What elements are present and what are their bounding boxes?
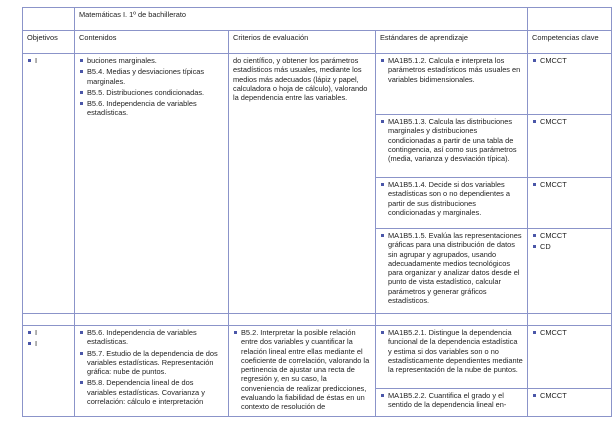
estandar-cell xyxy=(376,54,528,115)
column-header-objetivos: Objetivos xyxy=(23,31,75,54)
criterios-cell xyxy=(229,326,376,417)
column-header-estandares: Estándares de aprendizaje xyxy=(376,31,528,54)
table-row xyxy=(23,54,612,115)
criterio-item: B5.2. Interpretar la posible relación entre dos variables y cuantificar la relación lineal entre ellas mediante el coeficiente de correlación, valorando la pertinencia de ajustar una recta de regresión y, en su caso, la conveniencia de realizar predicciones, evaluando la fiabilidad de éstas en un contexto de resolución de xyxy=(233,328,371,412)
competencias-cell xyxy=(528,326,612,389)
column-header-competencias: Competencias clave xyxy=(528,31,612,54)
column-header-criterios: Criterios de evaluación xyxy=(229,31,376,54)
competencias-cell xyxy=(528,178,612,229)
competencias-cell xyxy=(528,229,612,314)
estandar-cell xyxy=(376,178,528,229)
estandar-item: MA1B5.2.1. Distingue la dependencia funcional de la dependencia estadística y estima si dos variables son o no estadísticamente dependientes mediante la representación de la nube de puntos. xyxy=(380,328,523,374)
estandar-cell xyxy=(376,115,528,178)
competencia-item: CMCCT xyxy=(532,391,607,400)
header-blank-cell xyxy=(23,8,75,31)
estandar-item: MA1B5.1.2. Calcula e interpreta los parámetros estadísticos más usuales en variables bidimensionales. xyxy=(380,56,523,84)
contenido-item: B5.6. Independencia de variables estadísticas. xyxy=(79,328,224,347)
column-header-contenidos: Contenidos xyxy=(75,31,229,54)
competencia-item: CMCCT xyxy=(532,180,607,189)
estandar-item: MA1B5.2.2. Cuantifica el grado y el sentido de la dependencia lineal en- xyxy=(380,391,523,410)
contenidos-cell xyxy=(75,326,229,417)
objetivos-cell xyxy=(23,54,75,314)
block-separator xyxy=(23,314,612,326)
objetivo-item: I xyxy=(27,339,70,348)
header-blank-cell xyxy=(528,8,612,31)
competencia-item: CMCCT xyxy=(532,328,607,337)
criterios-cell: do científico, y obtener los parámetros estadísticos más usuales, mediante los medios más adecuados (lápiz y papel, calculadora o hoja de cálculo), valorando la dependencia entre las variables. xyxy=(229,54,376,314)
curriculum-table xyxy=(22,7,612,417)
competencia-item: CMCCT xyxy=(532,56,607,65)
competencias-cell xyxy=(528,54,612,115)
objetivo-item: I xyxy=(27,56,70,65)
objetivo-item: I xyxy=(27,328,70,337)
table-row xyxy=(23,326,612,389)
competencias-cell xyxy=(528,389,612,417)
contenido-item: B5.6. Independencia de variables estadísticas. xyxy=(79,99,224,118)
contenido-item: B5.7. Estudio de la dependencia de dos variables estadísticas. Representación gráfica: nube de puntos. xyxy=(79,349,224,377)
objetivos-cell xyxy=(23,326,75,417)
contenido-item: B5.4. Medias y desviaciones típicas marginales. xyxy=(79,67,224,86)
estandar-cell xyxy=(376,229,528,314)
table-title: Matemáticas I. 1º de bachillerato xyxy=(75,8,528,31)
contenido-item: B5.5. Distribuciones condicionadas. xyxy=(79,88,224,97)
estandar-item: MA1B5.1.3. Calcula las distribuciones marginales y distribuciones condicionadas a partir de una tabla de contingencia, así como sus parámetros (media, varianza y desviación típica). xyxy=(380,117,523,163)
estandar-cell xyxy=(376,326,528,389)
competencia-item: CMCCT xyxy=(532,231,607,240)
competencia-item: CD xyxy=(532,242,607,251)
contenidos-cell xyxy=(75,54,229,314)
contenido-item: buciones marginales. xyxy=(79,56,224,65)
competencias-cell xyxy=(528,115,612,178)
estandar-cell xyxy=(376,389,528,417)
contenido-item: B5.8. Dependencia lineal de dos variables estadísticas. Covarianza y correlación: cálculo e interpretación xyxy=(79,378,224,406)
competencia-item: CMCCT xyxy=(532,117,607,126)
estandar-item: MA1B5.1.5. Evalúa las representaciones gráficas para una distribución de datos sin agrupar y agrupados, usando adecuadamente medios tecnológicos para organizar y analizar datos desde el punto de vista estadístico, calcular parámetros y generar gráficos estadísticos. xyxy=(380,231,523,305)
estandar-item: MA1B5.1.4. Decide si dos variables estadísticas son o no dependientes a partir de sus distribuciones condicionadas y marginales. xyxy=(380,180,523,217)
